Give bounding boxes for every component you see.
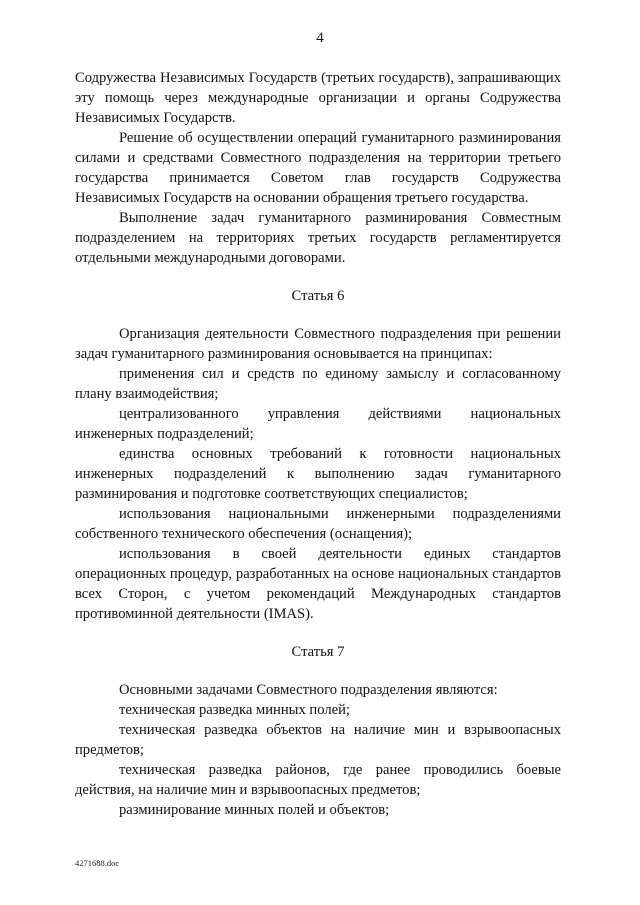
article-6-intro: Организация деятельности Совместного подразделения при решении задач гуманитарного разминирования основывается на принципах: [75, 326, 561, 362]
article-7-task-3: техническая разведка районов, где ранее проводились боевые действия, на наличие мин и взрывоопасных предметов; [75, 762, 561, 798]
article-7-task-4: разминирование минных полей и объектов; [119, 802, 390, 818]
article-7-intro: Основными задачами Совместного подразделения являются: [119, 682, 498, 698]
article-7-task-1: техническая разведка минных полей; [119, 702, 350, 718]
article-6-title: Статья 6 [291, 288, 345, 304]
article-6-principle-5: использования в своей деятельности единых стандартов операционных процедур, разработанных на основе национальных стандартов всех Сторон, с учетом рекомендаций Международных стандартов противоминной деятельности (IMAS). [75, 546, 561, 622]
paragraph-third-states: Выполнение задач гуманитарного разминирования Совместным подразделением на территориях третьих государств регламентируется отдельными международными договорами. [75, 210, 561, 266]
paragraph-continuation: Содружества Независимых Государств (третьих государств), запрашивающих эту помощь через международные организации и органы Содружества Независимых Государств. [75, 70, 561, 126]
document-body [75, 68, 561, 820]
article-6-principle-2: централизованного управления действиями национальных инженерных подразделений; [75, 406, 561, 442]
article-6-principle-1: применения сил и средств по единому замыслу и согласованному плану взаимодействия; [75, 366, 561, 402]
document-file-name: 4271688.doc [75, 858, 120, 868]
article-6-principle-3: единства основных требований к готовности национальных инженерных подразделений к выполнению задач гуманитарного разминирования и подготовке соответствующих специалистов; [75, 446, 561, 502]
article-6-principle-4: использования национальными инженерными подразделениями собственного технического обеспечения (оснащения); [75, 506, 561, 542]
article-7-task-2: техническая разведка объектов на наличие мин и взрывоопасных предметов; [75, 722, 561, 758]
page-number: 4 [316, 30, 324, 46]
article-7-title: Статья 7 [291, 644, 345, 660]
paragraph-decision: Решение об осуществлении операций гуманитарного разминирования силами и средствами Совместного подразделения на территории третьего государства принимается Советом глав государств Содружества Независимых Государств на основании обращения третьего государства. [75, 130, 561, 206]
